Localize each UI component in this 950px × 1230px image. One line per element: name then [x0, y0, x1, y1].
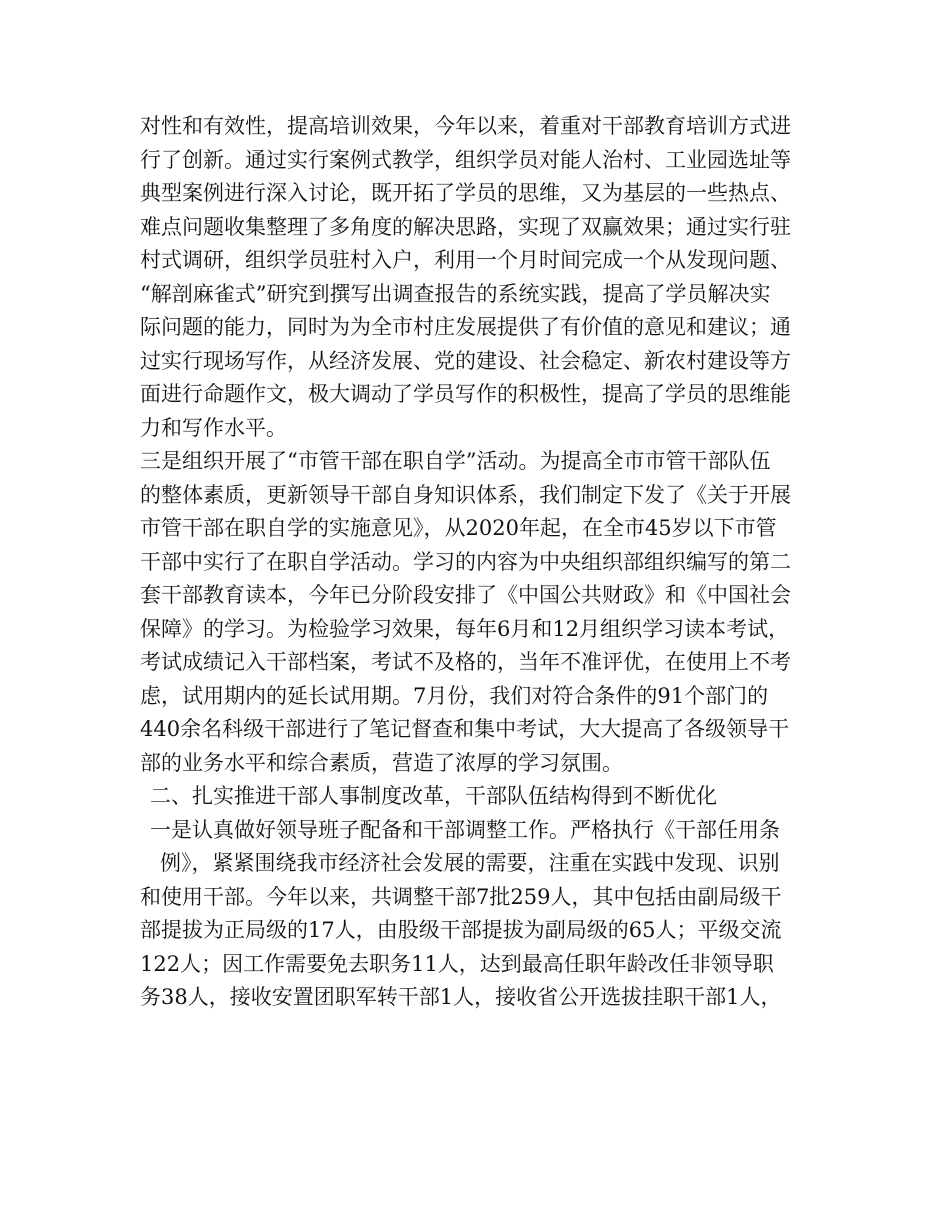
- text-line: 保障》的学习。为检验学习效果，每年6月和12月组织学习读本考试，: [140, 616, 790, 641]
- text-line: 一是认真做好领导班子配备和干部调整工作。严格执行《干部任用条: [150, 817, 780, 842]
- text-line: 和使用干部。今年以来，共调整干部7批259人，其中包括由副局级干: [140, 884, 782, 909]
- section-heading: 二、扎实推进干部人事制度改革，干部队伍结构得到不断优化: [150, 784, 717, 808]
- text-line: 考试成绩记入干部档案，考试不及格的，当年不准评优，在使用上不考: [140, 650, 791, 674]
- text-line: 套干部教育读本，今年已分阶段安排了《中国公共财政》和《中国社会: [140, 583, 791, 607]
- document-body: [140, 110, 830, 1015]
- text-line: 部提拔为正局级的17人，由股级干部提拔为副局级的65人；平级交流: [140, 918, 782, 942]
- text-line: 例》，紧紧围绕我市经济社会发展的需要，注重在实践中发现、识别: [160, 851, 780, 875]
- text-line: 440余名科级干部进行了笔记督查和集中考试，大大提高了各级领导干: [140, 717, 790, 741]
- text-line: 的整体素质，更新领导干部自身知识体系，我们制定下发了《关于开展: [140, 482, 791, 507]
- text-line: “解剖麻雀式”研究到撰写出调查报告的系统实践，提高了学员解决实: [140, 281, 771, 306]
- text-line: 122人；因工作需要免去职务11人，达到最高任职年龄改任非领导职: [140, 951, 774, 976]
- text-line: 对性和有效性，提高培训效果，今年以来，着重对干部教育培训方式进: [140, 114, 791, 138]
- text-line: 三是组织开展了“市管干部在职自学”活动。为提高全市市管干部队伍: [140, 449, 771, 473]
- text-line: 典型案例进行深入讨论，既开拓了学员的思维，又为基层的一些热点、: [140, 181, 791, 205]
- text-line: 过实行现场写作，从经济发展、党的建设、社会稳定、新农村建设等方: [140, 348, 791, 373]
- text-line: 难点问题收集整理了多角度的解决思路，实现了双赢效果；通过实行驻: [140, 214, 791, 239]
- text-line: 面进行命题作文，极大调动了学员写作的积极性，提高了学员的思维能: [140, 382, 791, 406]
- text-line: 村式调研，组织学员驻村入户，利用一个月时间完成一个从发现问题、: [140, 248, 791, 272]
- text-line: 市管干部在职自学的实施意见》，从2020年起，在全市45岁以下市管: [140, 516, 777, 540]
- text-line: 虑，试用期内的延长试用期。7月份，我们对符合条件的91个部门的: [140, 683, 769, 708]
- text-line: 际问题的能力，同时为为全市村庄发展提供了有价值的意见和建议；通: [140, 315, 791, 339]
- text-line: 力和写作水平。: [140, 415, 287, 440]
- text-line: 部的业务水平和综合素质，营造了浓厚的学习氛围。: [140, 750, 623, 775]
- text-line: 行了创新。通过实行案例式教学，组织学员对能人治村、工业园选址等: [140, 147, 791, 172]
- text-line: 干部中实行了在职自学活动。学习的内容为中央组织部组织编写的第二: [140, 549, 791, 574]
- text-line: 务38人，接收安置团职军转干部1人，接收省公开选拔挂职干部1人，: [140, 985, 782, 1009]
